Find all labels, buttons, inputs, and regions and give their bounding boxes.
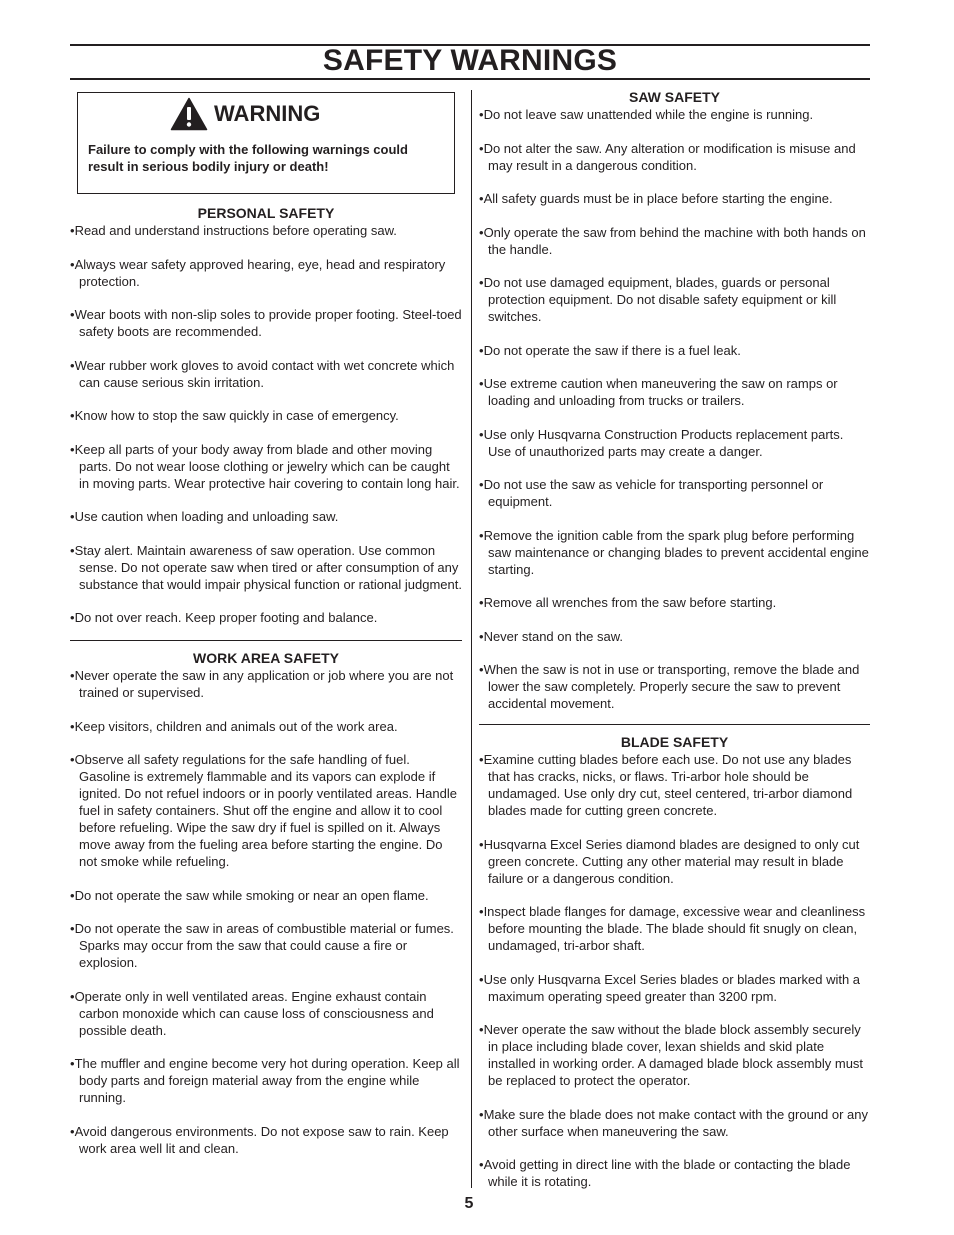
list-item: • Never stand on the saw. [479, 628, 870, 645]
list-item: • Do not over reach. Keep proper footing and balance. [70, 609, 462, 626]
list-item: • Use caution when loading and unloading saw. [70, 508, 462, 525]
list-item: • Use only Husqvarna Excel Series blades or blades marked with a maximum operating speed greater than 3200 rpm. [479, 971, 870, 1005]
list-item: • Keep visitors, children and animals out of the work area. [70, 718, 462, 735]
list-item: • Do not operate the saw in areas of combustible material or fumes. Sparks may occur from the saw that could cause a fire or explosion. [70, 920, 462, 971]
list-item: • Do not operate the saw if there is a fuel leak. [479, 342, 870, 359]
list-item: • Do not operate the saw while smoking or near an open flame. [70, 887, 462, 904]
list-item: • Only operate the saw from behind the machine with both hands on the handle. [479, 224, 870, 258]
list-item: • Always wear safety approved hearing, eye, head and respiratory protection. [70, 256, 462, 290]
blade-safety-list [479, 751, 870, 1190]
list-item: • Make sure the blade does not make contact with the ground or any other surface when maneuvering the saw. [479, 1106, 870, 1140]
list-item: • Know how to stop the saw quickly in case of emergency. [70, 407, 462, 424]
list-item: • Husqvarna Excel Series diamond blades are designed to only cut green concrete. Cutting any other material may result in blade failure or a dangerous condition. [479, 836, 870, 887]
blade-safety-title: BLADE SAFETY [620, 734, 729, 750]
right-column [479, 88, 870, 1190]
list-item: • Wear boots with non-slip soles to provide proper footing. Steel-toed safety boots are recommended. [70, 306, 462, 340]
warning-text: Failure to comply with the following warnings could result in serious bodily injury or death! [88, 142, 408, 174]
warning-box [77, 92, 455, 194]
column-divider [471, 90, 472, 1188]
list-item: • Do not use the saw as vehicle for transporting personnel or equipment. [479, 476, 870, 510]
page-number: 5 [464, 1195, 474, 1212]
list-item: • Avoid dangerous environments. Do not expose saw to rain. Keep work area well lit and clean. [70, 1123, 462, 1157]
list-item: • When the saw is not in use or transporting, remove the blade and lower the saw completely. Properly secure the saw to prevent accidental movement. [479, 661, 870, 712]
title-underline [70, 78, 870, 80]
list-item: • Never operate the saw without the blade block assembly securely in place including blade cover, lexan shields and skid plate installed in working order. A damaged blade block assembly must be replaced to protect the operator. [479, 1021, 870, 1089]
list-item: • Remove all wrenches from the saw before starting. [479, 594, 870, 611]
work-area-safety-title: WORK AREA SAFETY [193, 650, 339, 666]
list-item: • Avoid getting in direct line with the blade or contacting the blade while it is rotating. [479, 1156, 870, 1190]
left-column [70, 92, 462, 1157]
saw-safety-title: SAW SAFETY [628, 89, 720, 105]
list-item: • Wear rubber work gloves to avoid contact with wet concrete which can cause serious skin irritation. [70, 357, 462, 391]
list-item: • Use extreme caution when maneuvering the saw on ramps or loading and unloading from trucks or trailers. [479, 375, 870, 409]
personal-safety-title: PERSONAL SAFETY [197, 205, 335, 221]
warning-triangle-icon [170, 97, 208, 131]
list-item: • All safety guards must be in place before starting the engine. [479, 190, 870, 207]
warning-header [170, 97, 320, 131]
list-item: • Observe all safety regulations for the safe handling of fuel. Gasoline is extremely flammable and its vapors can explode if ignited. Do not refuel indoors or in poorly ventilated areas. Handle fuel in safety containers. Shut off the engine and allow it to cool before refueling. Wipe the saw dry if fuel is spilled on it. Always move away from the fueling area before starting the engine. Do not smoke while refueling. [70, 751, 462, 870]
list-item: • Do not leave saw unattended while the engine is running. [479, 106, 870, 123]
list-item: • Examine cutting blades before each use. Do not use any blades that has cracks, nicks, or flaws. Tri-arbor hole should be undamaged. Use only dry cut, steel centered, tri-arbor diamond blades made for cutting green concrete. [479, 751, 870, 819]
list-item: • Keep all parts of your body away from blade and other moving parts. Do not wear loose clothing or jewelry which can be caught in moving parts. Wear protective hair covering to contain long hair. [70, 441, 462, 492]
page-title: SAFETY WARNINGS [322, 44, 618, 77]
list-item: • Remove the ignition cable from the spark plug before performing saw maintenance or changing blades to prevent accidental engine starting. [479, 527, 870, 578]
work-area-safety-list [70, 667, 462, 1157]
personal-safety-list [70, 222, 462, 626]
saw-safety-list [479, 106, 870, 712]
list-item: • The muffler and engine become very hot during operation. Keep all body parts and foreign material away from the engine while running. [70, 1055, 462, 1106]
list-item: • Do not alter the saw. Any alteration or modification is misuse and may result in a dangerous condition. [479, 140, 870, 174]
list-item: • Stay alert. Maintain awareness of saw operation. Use common sense. Do not operate saw when tired or after consumption of any substance that would impair physical function or rational judgment. [70, 542, 462, 593]
list-item: • Inspect blade flanges for damage, excessive wear and cleanliness before mounting the blade. The blade should fit snugly on clean, undamaged, tri-arbor shaft. [479, 903, 870, 954]
list-item: • Operate only in well ventilated areas. Engine exhaust contain carbon monoxide which can cause loss of consciousness and possible death. [70, 988, 462, 1039]
list-item: • Read and understand instructions before operating saw. [70, 222, 462, 239]
list-item: • Do not use damaged equipment, blades, guards or personal protection equipment. Do not disable safety equipment or kill switches. [479, 274, 870, 325]
warning-label: WARNING [214, 101, 321, 126]
list-item: • Never operate the saw in any application or job where you are not trained or supervised. [70, 667, 462, 701]
list-item: • Use only Husqvarna Construction Products replacement parts. Use of unauthorized parts may create a danger. [479, 426, 870, 460]
